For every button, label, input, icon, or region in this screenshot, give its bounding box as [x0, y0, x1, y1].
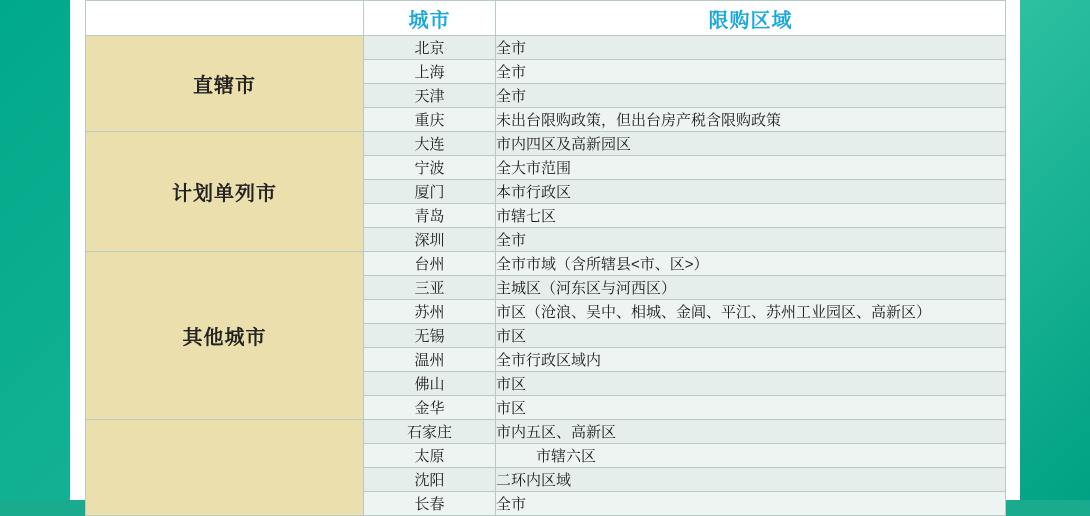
group-label-cell: [86, 420, 364, 516]
restriction-area-cell: 未出台限购政策，但出台房产税含限购政策: [496, 108, 1006, 132]
header-city: 城市: [364, 1, 496, 36]
restriction-area-cell: 全市市域（含所辖县<市、区>）: [496, 252, 1006, 276]
restriction-area-cell: 全市: [496, 228, 1006, 252]
city-cell: 青岛: [364, 204, 496, 228]
city-cell: 重庆: [364, 108, 496, 132]
city-cell: 深圳: [364, 228, 496, 252]
city-cell: 沈阳: [364, 468, 496, 492]
restriction-area-cell: 全市: [496, 36, 1006, 60]
city-cell: 宁波: [364, 156, 496, 180]
group-label-cell: 直辖市: [86, 36, 364, 132]
table-row: [86, 252, 1006, 276]
group-label-cell: 计划单列市: [86, 132, 364, 252]
city-cell: 天津: [364, 84, 496, 108]
city-cell: 三亚: [364, 276, 496, 300]
city-cell: 台州: [364, 252, 496, 276]
city-cell: 大连: [364, 132, 496, 156]
table-row: [86, 420, 1006, 444]
document-sheet: [70, 0, 1020, 500]
restriction-area-cell: 市区: [496, 324, 1006, 348]
city-cell: 温州: [364, 348, 496, 372]
restriction-area-cell: 市辖六区: [496, 444, 1006, 468]
table-row: [86, 36, 1006, 60]
restriction-area-cell: 市区: [496, 396, 1006, 420]
city-cell: 北京: [364, 36, 496, 60]
restriction-area-cell: 主城区（河东区与河西区）: [496, 276, 1006, 300]
table-body: [86, 36, 1006, 516]
restriction-area-cell: 二环内区域: [496, 468, 1006, 492]
restriction-area-cell: 全市: [496, 60, 1006, 84]
purchase-restriction-table: [85, 0, 1006, 516]
city-cell: 金华: [364, 396, 496, 420]
city-cell: 太原: [364, 444, 496, 468]
restriction-area-cell: 市内五区、高新区: [496, 420, 1006, 444]
restriction-area-cell: 市辖七区: [496, 204, 1006, 228]
restriction-area-cell: 全大市范围: [496, 156, 1006, 180]
city-cell: 长春: [364, 492, 496, 516]
city-cell: 石家庄: [364, 420, 496, 444]
city-cell: 佛山: [364, 372, 496, 396]
restriction-area-cell: 市区: [496, 372, 1006, 396]
header-area: 限购区域: [496, 1, 1006, 36]
header-group: [86, 1, 364, 36]
table-header-row: [86, 1, 1006, 36]
restriction-area-cell: 本市行政区: [496, 180, 1006, 204]
restriction-area-cell: 市内四区及高新园区: [496, 132, 1006, 156]
restriction-area-cell: 市区（沧浪、吴中、相城、金阊、平江、苏州工业园区、高新区）: [496, 300, 1006, 324]
document-content: [85, 0, 1005, 500]
city-cell: 厦门: [364, 180, 496, 204]
restriction-area-cell: 全市: [496, 492, 1006, 516]
restriction-area-cell: 全市行政区域内: [496, 348, 1006, 372]
city-cell: 无锡: [364, 324, 496, 348]
city-cell: 上海: [364, 60, 496, 84]
restriction-area-cell: 全市: [496, 84, 1006, 108]
table-header: [86, 1, 1006, 36]
table-row: [86, 132, 1006, 156]
group-label-cell: 其他城市: [86, 252, 364, 420]
city-cell: 苏州: [364, 300, 496, 324]
